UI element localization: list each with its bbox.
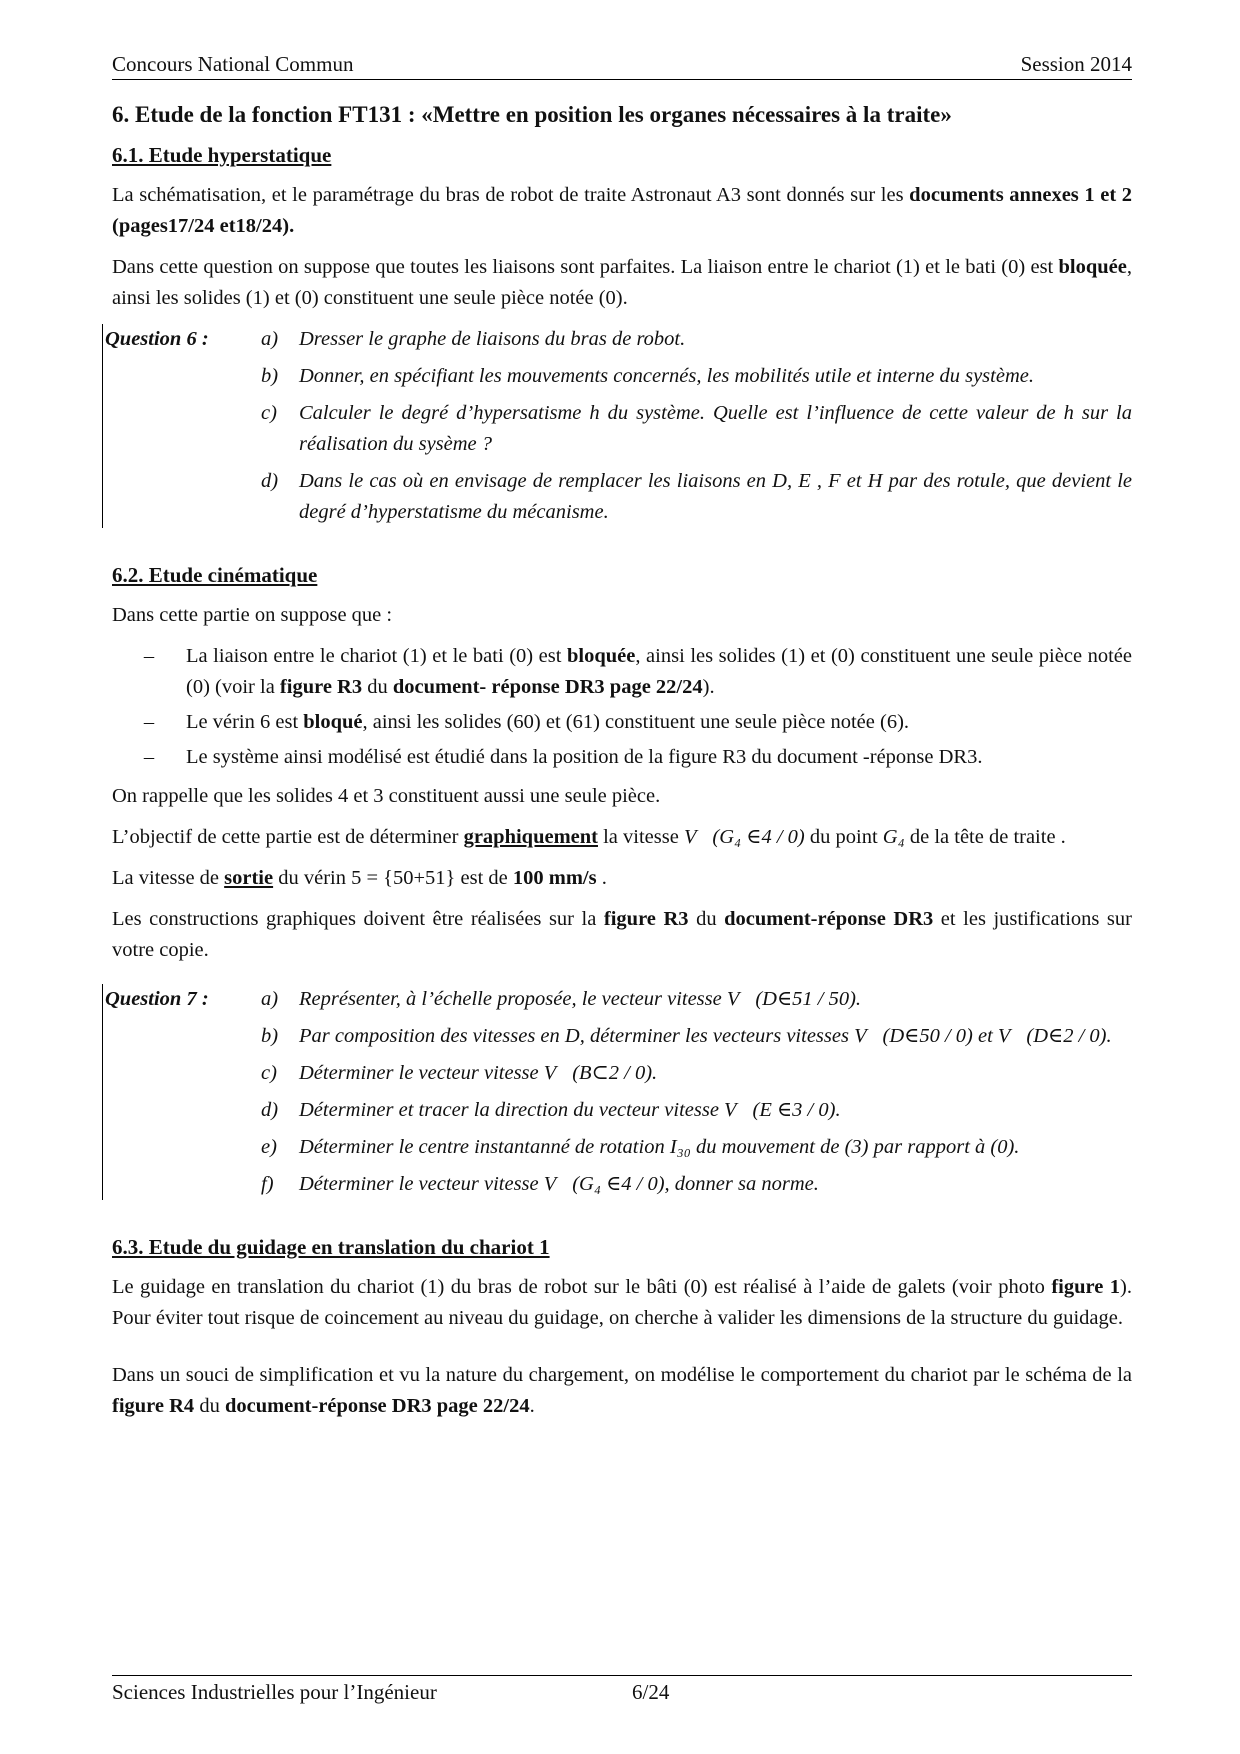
text: ). Pour éviter tout risque de coincement au niveau du guidage, on cherche à valider les dimensions de la structure du guidage. <box>112 1276 1132 1329</box>
bold-text: 100 mm/s <box>512 867 597 889</box>
paragraph <box>112 904 1132 966</box>
text: La liaison entre le chariot (1) et le bati (0) est <box>186 645 568 667</box>
item-text: Représenter, à l’échelle proposée, le vecteur vitesse V⃗(D∈51 / 50). <box>299 988 862 1010</box>
question-item <box>261 466 1132 528</box>
text: et les justifications sur votre copie. <box>112 908 1132 961</box>
list-item <box>112 742 1132 773</box>
question-label: Question 7 : <box>105 988 209 1010</box>
paragraph: On rappelle que les solides 4 et 3 constituent aussi une seule pièce. <box>112 785 661 807</box>
bold-text: bloquée <box>567 645 636 667</box>
header-right: Session 2014 <box>1020 52 1132 76</box>
bold-text: document-réponse DR3 page 22/24 <box>224 1395 530 1417</box>
question-item <box>261 984 1132 1015</box>
item-text: Déterminer le centre instantanné de rotation I₃₀ du mouvement de (3) par rapport à (0). <box>299 1136 1020 1158</box>
question-6 <box>102 324 1132 528</box>
item-letter: c) <box>261 1062 277 1084</box>
dash: – <box>143 746 155 768</box>
text: du <box>362 676 393 698</box>
document-body <box>105 100 1133 1432</box>
bold-text: document- réponse DR3 page 22/24 <box>392 676 703 698</box>
dash: – <box>143 645 155 667</box>
bold-text: figure 1 <box>1051 1276 1121 1298</box>
text: la vitesse <box>597 826 684 848</box>
text: La vitesse de <box>112 867 225 889</box>
bold-text: documents annexes 1 et 2 (pages17/24 et18/24). <box>112 184 1133 237</box>
subsection-title-6-2: 6.2. Etude cinématique <box>112 563 318 587</box>
paragraph <box>112 180 1132 242</box>
subsection-title-6-3: 6.3. Etude du guidage en translation du chariot 1 <box>112 1235 550 1259</box>
paragraph <box>112 822 1132 853</box>
section-title: 6. Etude de la fonction FT131 : «Mettre en position les organes nécessaires à la traite» <box>112 102 952 127</box>
paragraph: Dans cette partie on suppose que : <box>112 604 393 626</box>
text: , ainsi les solides (60) et (61) constituent une seule pièce notée (6). <box>362 711 910 733</box>
text: Le vérin 6 est <box>186 711 304 733</box>
item-letter: e) <box>261 1136 277 1158</box>
question-7 <box>102 984 1132 1200</box>
list-item <box>112 641 1132 703</box>
bold-text: bloqué <box>303 711 363 733</box>
item-letter: b) <box>261 365 279 387</box>
text: Les constructions graphiques doivent être réalisées sur la <box>112 908 604 930</box>
item-letter: c) <box>261 402 277 424</box>
text: de la tête de traite . <box>904 826 1066 848</box>
bold-text: figure R3 <box>603 908 689 930</box>
text: ). <box>702 676 715 698</box>
bold-underlined-text: sortie <box>224 867 274 889</box>
paragraph <box>112 252 1132 314</box>
text: La schématisation, et le paramétrage du bras de robot de traite Astronaut A3 sont donnés sur les <box>112 184 904 206</box>
question-item <box>261 1058 1132 1089</box>
bold-underlined-text: graphiquement <box>463 826 598 848</box>
item-letter: a) <box>261 328 279 350</box>
item-letter: f) <box>261 1173 274 1195</box>
page-footer <box>112 1675 1132 1705</box>
item-text: Déterminer le vecteur vitesse V⃗(B⊂2 / 0). <box>299 1062 658 1084</box>
bold-text: figure R3 <box>279 676 363 698</box>
text: Dans cette question on suppose que toutes les liaisons sont parfaites. La liaison entre le chariot (1) et le bati (0) est <box>112 256 1059 278</box>
question-item <box>261 398 1132 460</box>
item-text: Par composition des vitesses en D, déterminer les vecteurs vitesses V⃗(D∈50 / 0) et V⃗(D∈2 / 0). <box>299 1025 1112 1047</box>
paragraph <box>112 1272 1132 1334</box>
page-header <box>112 52 1132 80</box>
bold-text: figure R4 <box>112 1395 195 1417</box>
bold-text: document-réponse DR3 <box>724 908 934 930</box>
text: L’objectif de cette partie est de déterminer <box>112 826 464 848</box>
subsection-title-6-1: 6.1. Etude hyperstatique <box>112 143 332 167</box>
text: . <box>529 1395 535 1417</box>
text: Le système ainsi modélisé est étudié dans la position de la figure R3 du document -réponse DR3. <box>186 746 983 768</box>
footer-left: Sciences Industrielles pour l’Ingénieur <box>112 1680 437 1704</box>
item-letter: a) <box>261 988 279 1010</box>
text: du vérin 5 = {50+51} est de <box>273 867 513 889</box>
text: , ainsi les solides (1) et (0) constituent une seule pièce notée (0). <box>112 256 1132 309</box>
question-item <box>261 1095 1132 1126</box>
question-label: Question 6 : <box>105 328 209 350</box>
text: du point <box>804 826 883 848</box>
point-label: G₄ <box>882 826 905 848</box>
item-letter: d) <box>261 1099 279 1121</box>
paragraph <box>112 1360 1132 1422</box>
item-text: Calculer le degré d’hypersatisme h du système. Quelle est l’influence de cette valeur de h sur la réalisation du sysème ? <box>299 402 1132 455</box>
item-letter: d) <box>261 470 279 492</box>
text: du <box>688 908 725 930</box>
question-item <box>261 324 1132 355</box>
question-item <box>261 1132 1132 1163</box>
bold-text: bloquée <box>1058 256 1127 278</box>
bullet-list <box>112 641 1132 773</box>
velocity-vector: V⃗(G₄ ∈4 / 0) <box>683 826 805 848</box>
item-letter: b) <box>261 1025 279 1047</box>
text: , ainsi les solides (1) et (0) constituent une seule pièce notée (0) (voir la <box>186 645 1132 698</box>
item-text: Donner, en spécifiant les mouvements concernés, les mobilités utile et interne du système. <box>299 365 1034 387</box>
item-text: Déterminer le vecteur vitesse V⃗(G₄ ∈4 / 0), donner sa norme. <box>299 1173 819 1195</box>
page-number: 6/24 <box>632 1680 670 1704</box>
list-item <box>112 707 1132 738</box>
item-text: Déterminer et tracer la direction du vecteur vitesse V⃗(E ∈3 / 0). <box>299 1099 841 1121</box>
question-item <box>261 1021 1132 1052</box>
question-item <box>261 361 1132 392</box>
text: du <box>194 1395 225 1417</box>
dash: – <box>143 711 155 733</box>
item-text: Dresser le graphe de liaisons du bras de robot. <box>299 328 686 350</box>
text: . <box>596 867 607 889</box>
text: Le guidage en translation du chariot (1) du bras de robot sur le bâti (0) est réalisé à l’aide de galets (voir photo <box>112 1276 1052 1298</box>
item-text: Dans le cas où en envisage de remplacer les liaisons en D, E , F et H par des rotule, que devient le degré d’hyperstatisme du mécanisme. <box>299 470 1132 523</box>
question-item <box>261 1169 1132 1200</box>
text: Dans un souci de simplification et vu la nature du chargement, on modélise le comportement du chariot par le schéma de la <box>112 1364 1132 1386</box>
header-left: Concours National Commun <box>112 52 354 76</box>
paragraph <box>112 863 1132 894</box>
